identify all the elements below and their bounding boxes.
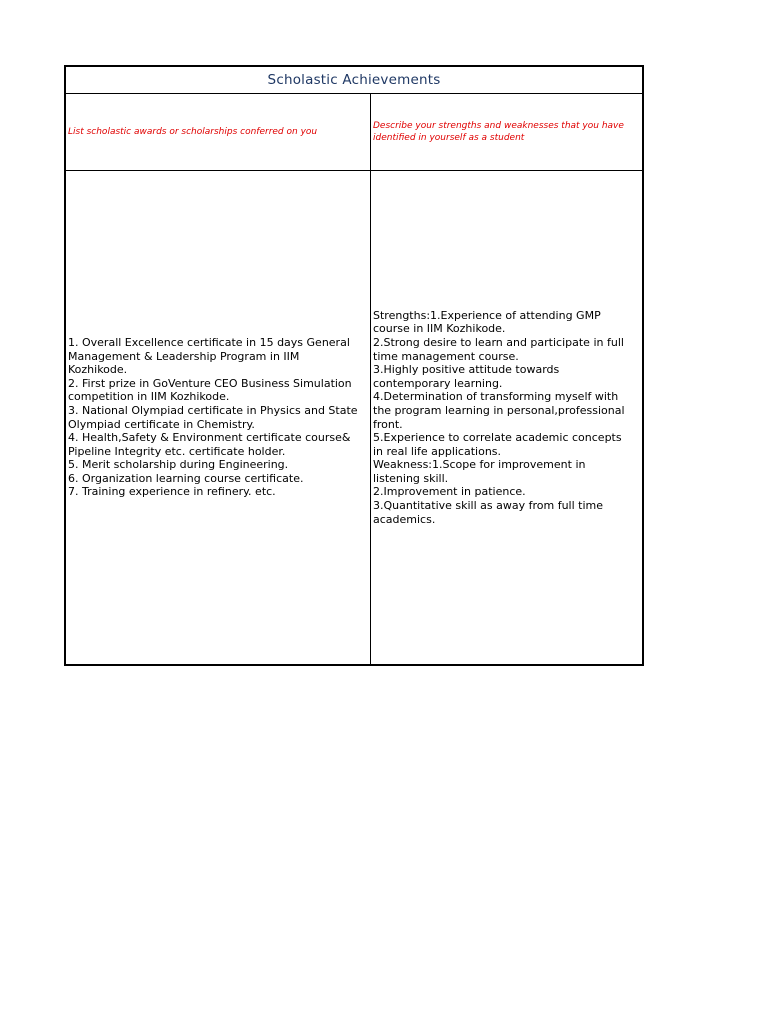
table-title-cell xyxy=(66,67,642,94)
awards-content-cell xyxy=(66,171,371,664)
strengths-line: 2.Improvement in patience. xyxy=(373,485,526,499)
awards-line: 5. Merit scholarship during Engineering. xyxy=(68,458,289,472)
awards-line: Management & Leadership Program in IIM xyxy=(68,349,300,363)
strengths-line: Weakness:1.Scope for improvement in xyxy=(373,458,586,472)
strengths-line: 5.Experience to correlate academic concepts xyxy=(373,431,622,445)
strengths-prompt-cell xyxy=(371,94,642,171)
awards-line: 3. National Olympiad certificate in Physics and State xyxy=(68,403,358,417)
strengths-prompt-line: Describe your strengths and weaknesses that you have xyxy=(373,121,624,131)
awards-prompt: List scholastic awards or scholarships conferred on you xyxy=(68,127,318,137)
strengths-line: front. xyxy=(373,417,403,431)
strengths-line: 3.Quantitative skill as away from full time xyxy=(373,499,604,513)
strengths-line: listening skill. xyxy=(373,471,449,485)
awards-line: Kozhikode. xyxy=(68,363,128,377)
strengths-line: 3.Highly positive attitude towards xyxy=(373,363,560,377)
strengths-line: contemporary learning. xyxy=(373,376,503,390)
strengths-prompt xyxy=(373,120,624,144)
table-title: Scholastic Achievements xyxy=(267,72,441,88)
strengths-line: time management course. xyxy=(373,349,519,363)
awards-line: Olympiad certificate in Chemistry. xyxy=(68,417,255,431)
awards-prompt-cell xyxy=(66,94,371,171)
awards-line: 1. Overall Excellence certificate in 15 days General xyxy=(68,335,350,349)
strengths-line: academics. xyxy=(373,512,436,526)
strengths-line: the program learning in personal,professional xyxy=(373,403,625,417)
awards-line: Pipeline Integrity etc. certificate holder. xyxy=(68,444,286,458)
strengths-prompt-line: identified in yourself as a student xyxy=(373,133,525,143)
awards-line: 2. First prize in GoVenture CEO Business Simulation xyxy=(68,376,352,390)
strengths-line: 2.Strong desire to learn and participate in full xyxy=(373,335,624,349)
scholastic-achievements-table xyxy=(64,65,644,666)
strengths-list xyxy=(373,309,625,527)
awards-list xyxy=(68,336,358,499)
strengths-line: in real life applications. xyxy=(373,444,502,458)
strengths-line: 4.Determination of transforming myself with xyxy=(373,390,619,404)
strengths-line: course in IIM Kozhikode. xyxy=(373,322,506,336)
strengths-line: Strengths:1.Experience of attending GMP xyxy=(373,308,601,322)
awards-line: 4. Health,Safety & Environment certificate course& xyxy=(68,431,351,445)
awards-line: 7. Training experience in refinery. etc. xyxy=(68,485,276,499)
awards-line: competition in IIM Kozhikode. xyxy=(68,390,230,404)
awards-line: 6. Organization learning course certificate. xyxy=(68,471,304,485)
strengths-content-cell xyxy=(371,171,642,664)
